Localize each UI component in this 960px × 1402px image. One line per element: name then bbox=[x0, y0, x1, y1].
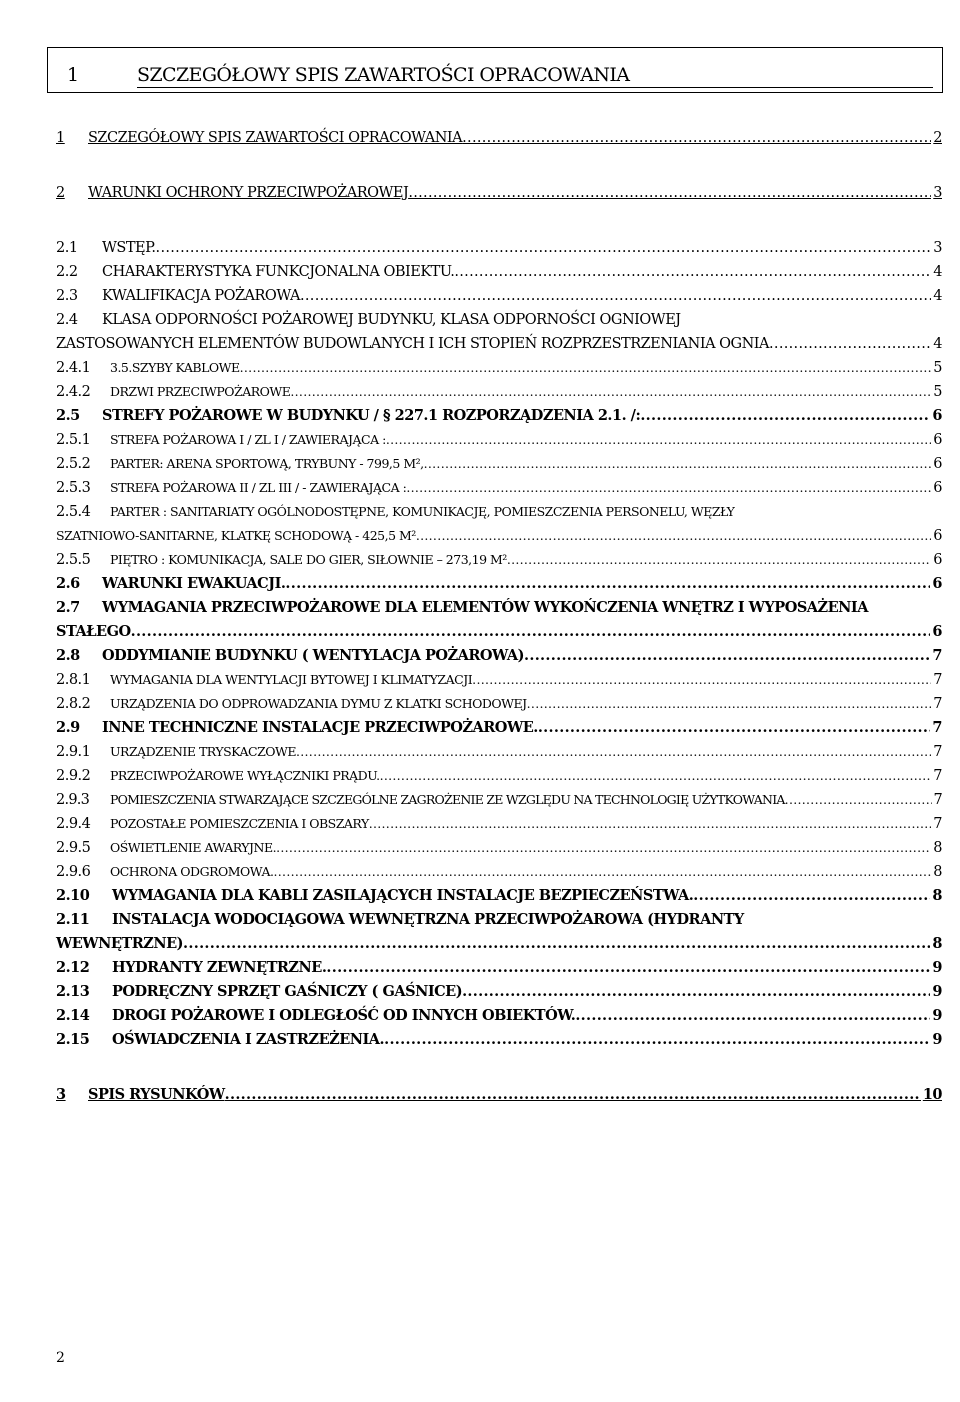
entry-title: PODRĘCZNY SPRZĘT GAŚNICZY ( GAŚNICE) bbox=[112, 983, 463, 1000]
toc-entry-2-4-cont[interactable] bbox=[56, 334, 942, 354]
toc-entry-2-9-2[interactable] bbox=[56, 766, 942, 786]
entry-title: WSTĘP. bbox=[102, 240, 156, 256]
page-number: 2 bbox=[56, 1350, 65, 1366]
entry-title: POMIESZCZENIA STWARZAJĄCE SZCZEGÓLNE ZAGROŻENIE ZE WZGLĘDU NA TECHNOLOGIĘ UŻYTKOWANIA bbox=[110, 792, 785, 807]
leader-dots bbox=[274, 862, 932, 882]
toc-entry-2-7-cont[interactable] bbox=[56, 622, 942, 642]
entry-page: 8 bbox=[932, 887, 942, 904]
leader-dots bbox=[416, 526, 931, 546]
toc-entry-2-3[interactable] bbox=[56, 286, 942, 306]
entry-page: 10 bbox=[922, 1086, 942, 1103]
entry-page: 9 bbox=[932, 1031, 942, 1048]
entry-page: 9 bbox=[932, 983, 942, 1000]
toc-entry-2-4-2[interactable] bbox=[56, 382, 942, 402]
toc-entry-2-8[interactable] bbox=[56, 646, 942, 666]
entry-number: 2.9.5 bbox=[56, 840, 91, 856]
leader-dots bbox=[369, 814, 932, 834]
entry-number: 2.10 bbox=[56, 887, 90, 904]
leader-dots bbox=[769, 334, 931, 354]
entry-number: 2.4.1 bbox=[56, 360, 91, 376]
entry-page: 8 bbox=[933, 840, 942, 856]
entry-number: 2.4 bbox=[56, 312, 78, 328]
toc-entry-2-9-3[interactable] bbox=[56, 790, 942, 810]
leader-dots bbox=[462, 982, 930, 1002]
leader-dots bbox=[276, 838, 931, 858]
toc-entry-2-5[interactable] bbox=[56, 406, 942, 426]
leader-dots bbox=[693, 886, 930, 906]
leader-dots bbox=[424, 454, 932, 474]
entry-number: 2.9.6 bbox=[56, 864, 91, 880]
leader-dots bbox=[472, 670, 931, 690]
leader-dots bbox=[380, 766, 932, 786]
entry-page: 7 bbox=[932, 647, 942, 664]
entry-number: 2.7 bbox=[56, 599, 80, 616]
entry-title: STREFA POŻAROWA I / ZL I / ZAWIERAJĄCA : bbox=[110, 432, 386, 447]
entry-number: 2.4.2 bbox=[56, 384, 91, 400]
entry-page: 3 bbox=[933, 240, 942, 256]
entry-number: 2.9.4 bbox=[56, 816, 91, 832]
toc-entry-2-13[interactable] bbox=[56, 982, 942, 1002]
toc-entry-1[interactable] bbox=[56, 128, 942, 148]
entry-title: ZASTOSOWANYCH ELEMENTÓW BUDOWLANYCH I ICH STOPIEŃ ROZPRZESTRZENIANIA OGNIA bbox=[56, 336, 770, 352]
toc-entry-2-4[interactable] bbox=[56, 310, 942, 330]
leader-dots bbox=[386, 430, 931, 450]
entry-page: 7 bbox=[933, 672, 942, 688]
entry-page: 3 bbox=[933, 185, 942, 201]
toc-entry-2-5-4[interactable] bbox=[56, 502, 942, 522]
leader-dots bbox=[290, 382, 931, 402]
entry-page: 7 bbox=[933, 792, 942, 808]
entry-page: 6 bbox=[932, 407, 942, 424]
entry-title: WEWNĘTRZNE) bbox=[56, 935, 184, 952]
entry-page: 6 bbox=[933, 528, 942, 544]
entry-title: INNE TECHNICZNE INSTALACJE PRZECIWPOŻAROWE. bbox=[102, 719, 538, 736]
entry-title: KWALIFIKACJA POŻAROWA bbox=[102, 288, 300, 304]
toc-entry-2-6[interactable] bbox=[56, 574, 942, 594]
toc-entry-2-2[interactable] bbox=[56, 262, 942, 282]
entry-number: 2.15 bbox=[56, 1031, 90, 1048]
entry-number: 2.8.1 bbox=[56, 672, 91, 688]
entry-title: STREFA POŻAROWA II / ZL III / - ZAWIERAJĄCA : bbox=[110, 480, 407, 495]
entry-title: POZOSTAŁE POMIESZCZENIA I OBSZARY bbox=[110, 816, 369, 831]
leader-dots bbox=[524, 646, 930, 666]
entry-number: 2.9 bbox=[56, 719, 80, 736]
entry-number: 1 bbox=[56, 130, 65, 146]
toc-entry-2-11-cont[interactable] bbox=[56, 934, 942, 954]
entry-number: 2.12 bbox=[56, 959, 90, 976]
toc-entry-2-14[interactable] bbox=[56, 1006, 942, 1026]
entry-page: 7 bbox=[933, 696, 942, 712]
entry-page: 4 bbox=[933, 288, 942, 304]
toc-entry-2-9-1[interactable] bbox=[56, 742, 942, 762]
leader-dots bbox=[156, 238, 932, 258]
toc-entry-2-5-4-cont[interactable] bbox=[56, 526, 942, 546]
entry-title: WYMAGANIA DLA KABLI ZASILAJĄCYCH INSTALACJE BEZPIECZEŃSTWA. bbox=[112, 887, 694, 904]
entry-title: WYMAGANIA DLA WENTYLACJI BYTOWEJ I KLIMATYZACJI bbox=[110, 672, 473, 687]
entry-title: WARUNKI EWAKUACJI. bbox=[102, 575, 286, 592]
entry-number: 2.11 bbox=[56, 911, 90, 928]
entry-number: 2.8 bbox=[56, 647, 80, 664]
entry-title: 3.5.SZYBY KABLOWE bbox=[110, 360, 240, 375]
entry-page: 6 bbox=[932, 575, 942, 592]
entry-page: 7 bbox=[933, 768, 942, 784]
entry-title: PARTER : SANITARIATY OGÓLNODOSTĘPNE, KOMUNIKACJĘ, POMIESZCZENIA PERSONELU, WĘZŁY bbox=[110, 504, 735, 519]
heading-number: 1 bbox=[67, 64, 79, 86]
entry-title: STAŁEGO bbox=[56, 623, 131, 640]
entry-page: 2 bbox=[933, 130, 942, 146]
entry-title: PRZECIWPOŻAROWE WYŁĄCZNIKI PRĄDU. bbox=[110, 768, 380, 783]
leader-dots bbox=[785, 790, 932, 810]
leader-dots bbox=[296, 742, 931, 762]
entry-page: 9 bbox=[932, 959, 942, 976]
entry-number: 2.5.5 bbox=[56, 552, 91, 568]
toc-entry-2-8-2[interactable] bbox=[56, 694, 942, 714]
entry-page: 7 bbox=[933, 816, 942, 832]
entry-title: OŚWIADCZENIA I ZASTRZEŻENIA. bbox=[112, 1031, 385, 1048]
toc-entry-2-5-2[interactable] bbox=[56, 454, 942, 474]
entry-number: 2.2 bbox=[56, 264, 78, 280]
entry-title: SPIS RYSUNKÓW bbox=[88, 1086, 225, 1103]
entry-page: 9 bbox=[932, 1007, 942, 1024]
toc-entry-2-9-4[interactable] bbox=[56, 814, 942, 834]
entry-title: WARUNKI OCHRONY PRZECIWPOŻAROWEJ bbox=[88, 185, 409, 201]
entry-title: STREFY POŻAROWE W BUDYNKU / § 227.1 ROZPORZĄDZENIA 2.1. /: bbox=[102, 407, 641, 424]
entry-page: 6 bbox=[933, 552, 942, 568]
entry-page: 6 bbox=[933, 432, 942, 448]
toc-entry-2-12[interactable] bbox=[56, 958, 942, 978]
leader-dots bbox=[240, 358, 932, 378]
entry-number: 2.6 bbox=[56, 575, 80, 592]
entry-number: 2.13 bbox=[56, 983, 90, 1000]
entry-title: SZCZEGÓŁOWY SPIS ZAWARTOŚCI OPRACOWANIA bbox=[88, 130, 463, 146]
entry-page: 7 bbox=[933, 744, 942, 760]
leader-dots bbox=[225, 1085, 921, 1105]
toc-entry-2-8-1[interactable] bbox=[56, 670, 942, 690]
entry-title: DRZWI PRZECIWPOŻAROWE bbox=[110, 384, 291, 399]
entry-number: 2.9.2 bbox=[56, 768, 91, 784]
leader-dots bbox=[131, 622, 931, 642]
entry-title: INSTALACJA WODOCIĄGOWA WEWNĘTRZNA PRZECIWPOŻAROWA (HYDRANTY bbox=[112, 911, 744, 928]
leader-dots bbox=[538, 718, 931, 738]
leader-dots bbox=[406, 478, 931, 498]
toc-heading bbox=[67, 64, 935, 86]
entry-page: 5 bbox=[933, 384, 942, 400]
leader-dots bbox=[527, 694, 932, 714]
leader-dots bbox=[384, 1030, 930, 1050]
entry-page: 7 bbox=[932, 719, 942, 736]
entry-title: PIĘTRO : KOMUNIKACJA, SALE DO GIER, SIŁOWNIE – 273,19 M² bbox=[110, 552, 507, 567]
toc-entry-2-15[interactable] bbox=[56, 1030, 942, 1050]
toc-entry-2-9-5[interactable] bbox=[56, 838, 942, 858]
entry-page: 4 bbox=[933, 336, 942, 352]
entry-title: URZĄDZENIA DO ODPROWADZANIA DYMU Z KLATKI SCHODOWEJ bbox=[110, 696, 527, 711]
leader-dots bbox=[326, 958, 930, 978]
entry-number: 2.9.1 bbox=[56, 744, 91, 760]
toc-entry-2-9-6[interactable] bbox=[56, 862, 942, 882]
toc-entry-2-5-3[interactable] bbox=[56, 478, 942, 498]
entry-title: ODDYMIANIE BUDYNKU ( WENTYLACJA POŻAROWA) bbox=[102, 647, 525, 664]
heading-title: SZCZEGÓŁOWY SPIS ZAWARTOŚCI OPRACOWANIA bbox=[137, 64, 630, 86]
heading-underline bbox=[137, 87, 933, 88]
entry-number: 3 bbox=[56, 1086, 66, 1103]
entry-page: 6 bbox=[932, 623, 942, 640]
toc-entry-2-10[interactable] bbox=[56, 886, 942, 906]
entry-page: 4 bbox=[933, 264, 942, 280]
leader-dots bbox=[183, 934, 930, 954]
toc-entry-2-9[interactable] bbox=[56, 718, 942, 738]
leader-dots bbox=[285, 574, 930, 594]
leader-dots bbox=[300, 286, 931, 306]
entry-title: WYMAGANIA PRZECIWPOŻAROWE DLA ELEMENTÓW WYKOŃCZENIA WNĘTRZ I WYPOSAŻENIA bbox=[102, 599, 868, 616]
entry-page: 8 bbox=[932, 935, 942, 952]
leader-dots bbox=[408, 183, 931, 203]
toc-entry-2-11[interactable] bbox=[56, 910, 942, 930]
entry-title: OCHRONA ODGROMOWA. bbox=[110, 864, 274, 879]
toc-entry-2-7[interactable] bbox=[56, 598, 942, 618]
entry-number: 2 bbox=[56, 185, 65, 201]
entry-number: 2.5.2 bbox=[56, 456, 91, 472]
entry-number: 2.5 bbox=[56, 407, 80, 424]
entry-number: 2.5.3 bbox=[56, 480, 91, 496]
entry-number: 2.5.1 bbox=[56, 432, 91, 448]
leader-dots bbox=[575, 1006, 930, 1026]
toc-entry-2-5-5[interactable] bbox=[56, 550, 942, 570]
entry-title: URZĄDZENIE TRYSKACZOWE bbox=[110, 744, 296, 759]
entry-number: 2.1 bbox=[56, 240, 78, 256]
entry-number: 2.8.2 bbox=[56, 696, 91, 712]
entry-page: 6 bbox=[933, 456, 942, 472]
entry-number: 2.9.3 bbox=[56, 792, 90, 808]
entry-number: 2.3 bbox=[56, 288, 78, 304]
leader-dots bbox=[454, 262, 931, 282]
entry-title: HYDRANTY ZEWNĘTRZNE. bbox=[112, 959, 327, 976]
toc-entry-2-1[interactable] bbox=[56, 238, 942, 258]
toc-entry-2[interactable] bbox=[56, 183, 942, 203]
entry-page: 8 bbox=[933, 864, 942, 880]
toc-entry-2-4-1[interactable] bbox=[56, 358, 942, 378]
entry-title: CHARAKTERYSTYKA FUNKCJONALNA OBIEKTU. bbox=[102, 264, 455, 280]
entry-title: KLASA ODPORNOŚCI POŻAROWEJ BUDYNKU, KLASA ODPORNOŚCI OGNIOWEJ bbox=[102, 312, 681, 328]
toc-entry-2-5-1[interactable] bbox=[56, 430, 942, 450]
entry-title: OŚWIETLENIE AWARYJNE. bbox=[110, 840, 277, 855]
leader-dots bbox=[640, 406, 930, 426]
entry-title: DROGI POŻAROWE I ODLEGŁOŚĆ OD INNYCH OBIEKTÓW. bbox=[112, 1007, 576, 1024]
entry-page: 6 bbox=[933, 480, 942, 496]
leader-dots bbox=[507, 550, 931, 570]
toc-entry-3[interactable] bbox=[56, 1085, 942, 1105]
entry-title: SZATNIOWO-SANITARNE, KLATKĘ SCHODOWĄ - 425,5 M² bbox=[56, 528, 416, 543]
entry-title: PARTER: ARENA SPORTOWĄ, TRYBUNY - 799,5 M², bbox=[110, 456, 424, 471]
leader-dots bbox=[462, 128, 931, 148]
entry-number: 2.14 bbox=[56, 1007, 90, 1024]
entry-number: 2.5.4 bbox=[56, 504, 91, 520]
entry-page: 5 bbox=[933, 360, 942, 376]
